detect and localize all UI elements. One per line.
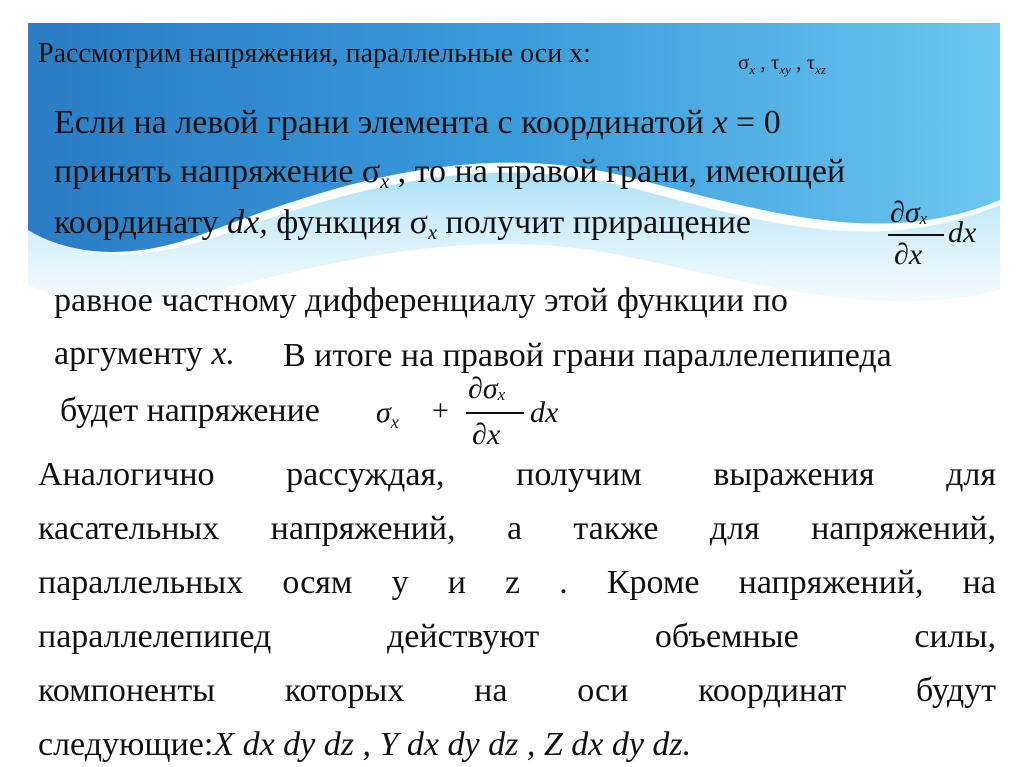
paragraph-word: рассуждая, — [286, 456, 445, 493]
tau-symbol: τ — [770, 50, 780, 74]
paragraph-word: z — [505, 564, 521, 601]
fraction-denominator: ∂x — [894, 238, 923, 271]
paragraph-word: для — [946, 456, 996, 493]
subscript: x — [428, 222, 437, 244]
paragraph-word: которых — [284, 672, 405, 709]
text-line — [54, 204, 751, 245]
paragraph-row — [38, 664, 996, 718]
subscript: xz — [815, 62, 826, 78]
text-span: функция σ — [267, 204, 429, 241]
paragraph-word: Аналогично — [38, 456, 215, 493]
paragraph-row — [38, 718, 996, 767]
paragraph-word: оси — [577, 672, 629, 709]
paragraph-word: напряжений, — [738, 564, 924, 601]
fraction-bar — [466, 412, 524, 414]
text-span: , то на правой грани, имеющей — [389, 153, 846, 190]
subscript: x — [390, 412, 399, 432]
text-line — [54, 335, 235, 373]
fraction-numerator: ∂σ — [890, 196, 920, 229]
subscript: x — [919, 209, 928, 228]
subscript: x — [497, 385, 506, 404]
text-line — [54, 104, 781, 142]
text-line — [54, 153, 845, 194]
subscript: x — [380, 171, 390, 193]
differential: dx — [948, 216, 977, 249]
text-span: принять напряжение σ — [54, 153, 381, 190]
paragraph-word: будут — [915, 672, 996, 709]
subscript: x — [749, 62, 756, 78]
text-span: Если на левой грани элемента с координатой — [54, 104, 713, 141]
paragraph-word: Кроме — [606, 564, 700, 601]
plus-sign: + — [432, 394, 449, 427]
body-force-components: X dx dy dz , Y dx dy dz , Z dx dy dz. — [213, 726, 692, 763]
math-var: x. — [211, 335, 235, 372]
tau-symbol: τ — [806, 50, 816, 74]
paragraph-word: а — [506, 510, 523, 547]
text-span: получит приращение — [436, 204, 752, 241]
text-line: будет напряжение — [60, 392, 320, 429]
differential: dx — [530, 396, 559, 429]
slide-title: Рассмотрим напряжения, параллельные оси x: — [38, 38, 591, 69]
paragraph-word: компоненты — [38, 672, 216, 709]
paragraph-word: координат — [698, 672, 847, 709]
fraction-denominator: ∂x — [472, 418, 501, 451]
paragraph-word: получим — [516, 456, 642, 493]
text-line: равное частному дифференциалу этой функции по — [54, 282, 788, 319]
sigma-symbol: σ — [738, 50, 750, 74]
paragraph-word: . — [559, 564, 568, 601]
fraction-numerator: ∂σ — [468, 372, 498, 405]
math-var: x — [712, 104, 728, 141]
paragraph-word: напряжений, — [270, 510, 456, 547]
text-span: следующие: — [38, 726, 214, 763]
subscript: xy — [779, 62, 791, 78]
paragraph-row — [38, 502, 996, 556]
paragraph-word: силы, — [914, 618, 996, 655]
title-equation — [738, 50, 826, 78]
justified-paragraph — [38, 448, 996, 767]
text-span: аргументу — [54, 335, 212, 372]
partial-derivative-fraction — [888, 196, 988, 276]
paragraph-word: действуют — [386, 618, 540, 655]
math-var: dx, — [227, 204, 268, 241]
fraction-bar — [888, 234, 944, 236]
paragraph-word: напряжений, — [811, 510, 996, 547]
text-line: В итоге на правой грани параллелепипеда — [283, 337, 892, 374]
paragraph-row — [38, 610, 996, 664]
text-span: координату — [54, 204, 228, 241]
paragraph-row — [38, 556, 996, 610]
paragraph-word: осям — [282, 564, 353, 601]
sigma-symbol: σ — [376, 396, 391, 429]
paragraph-row — [38, 448, 996, 502]
paragraph-word: y — [391, 564, 409, 601]
separator: , — [790, 50, 807, 74]
paragraph-word: касательных — [38, 510, 220, 547]
paragraph-word: и — [447, 564, 466, 601]
paragraph-word: объемные — [654, 618, 799, 655]
paragraph-word: на — [962, 564, 996, 601]
paragraph-word: выражения — [713, 456, 875, 493]
separator: , — [755, 50, 771, 74]
paragraph-word: также — [573, 510, 659, 547]
paragraph-word: параллелепипед — [38, 618, 272, 655]
paragraph-word: для — [709, 510, 760, 547]
paragraph-word: на — [474, 672, 508, 709]
paragraph-word: параллельных — [38, 564, 244, 601]
text-span: = 0 — [727, 104, 781, 141]
